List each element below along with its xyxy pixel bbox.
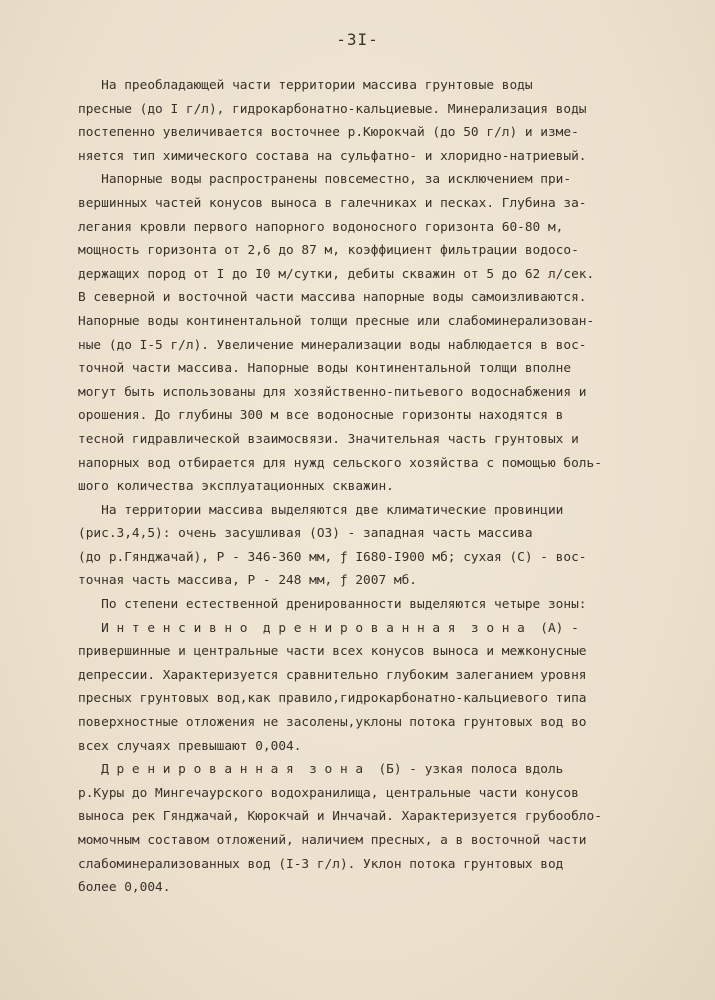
text-line: пресные (до I г/л), гидрокарбонатно-кальциевые. Минерализация воды <box>78 101 587 117</box>
text-line: (рис.3,4,5): очень засушливая (ОЗ) - западная часть массива <box>78 526 533 542</box>
text-line: По степени естественной дренированности выделяются четыре зоны: <box>78 597 587 613</box>
text-line: напорных вод отбирается для нужд сельского хозяйства с помощью боль- <box>78 455 602 471</box>
text-line: постепенно увеличивается восточнее р.Кюрокчай (до 50 г/л) и изме- <box>78 125 579 141</box>
text-line: легания кровли первого напорного водоносного горизонта 60-80 м, <box>78 219 564 235</box>
text-line: тесной гидравлической взаимосвязи. Значительная часть грунтовых и <box>78 431 579 447</box>
page-number: -3I- <box>336 30 379 49</box>
text-line: Напорные воды распространены повсеместно, за исключением при- <box>78 172 572 188</box>
text-line: пресных грунтовых вод,как правило,гидрокарбонатно-кальциевого типа <box>78 691 587 707</box>
text-line: точной части массива. Напорные воды континентальной толщи вполне <box>78 361 572 377</box>
text-line: Д р е н и р о в а н н а я з о н а (Б) - узкая полоса вдоль <box>78 762 564 778</box>
body-text <box>78 74 678 900</box>
text-line: поверхностные отложения не засолены,уклоны потока грунтовых вод во <box>78 715 587 731</box>
text-line: На преобладающей части территории массива грунтовые воды <box>78 78 533 93</box>
text-line: ные (до I-5 г/л). Увеличение минерализации воды наблюдается в вос- <box>78 337 587 353</box>
text-line: всех случаях превышают 0,004. <box>78 738 302 754</box>
text-line: Напорные воды континентальной толщи пресные или слабоминерализован- <box>78 313 595 329</box>
text-line: слабоминерализованных вод (I-3 г/л). Уклон потока грунтовых вод <box>78 856 564 872</box>
text-line: няется тип химического состава на сульфатно- и хлоридно-натриевый. <box>78 148 587 164</box>
text-line: В северной и восточной части массива напорные воды самоизливаются. <box>78 290 587 306</box>
text-line: орошения. До глубины 300 м все водоносные горизонты находятся в <box>78 408 564 424</box>
text-line: р.Куры до Мингечаурского водохранилища, центральные части конусов <box>78 785 579 801</box>
text-line: депрессии. Характеризуется сравнительно глубоким залеганием уровня <box>78 667 587 683</box>
text-line: мощность горизонта от 2,6 до 87 м, коэффициент фильтрации водосо- <box>78 243 579 259</box>
text-line: И н т е н с и в н о д р е н и р о в а н н а я з о н а (А) - <box>78 620 579 636</box>
text-line: (до р.Гянджачай), Р - 346-360 мм, ƒ I680-I900 мб; сухая (С) - вос- <box>78 549 587 565</box>
text-line: точная часть массива, Р - 248 мм, ƒ 2007 мб. <box>78 573 417 589</box>
text-line: На территории массива выделяются две климатические провинции <box>78 502 564 518</box>
text-line: могут быть использованы для хозяйственно-питьевого водоснабжения и <box>78 384 587 400</box>
text-line: привершинные и центральные части всех конусов выноса и межконусные <box>78 644 587 660</box>
text-line: момочным составом отложений, наличием пресных, а в восточной части <box>78 833 587 848</box>
text-line: вершинных частей конусов выноса в галечниках и песках. Глубина за- <box>78 195 587 211</box>
text-line: держащих пород от I до I0 м/сутки, дебиты скважин от 5 до 62 л/сек. <box>78 266 595 282</box>
text-line: более 0,004. <box>78 880 171 896</box>
text-line: выноса рек Гянджачай, Кюрокчай и Инчачай. Характеризуется грубообло- <box>78 809 602 825</box>
text-line: шого количества эксплуатационных скважин. <box>78 479 394 495</box>
